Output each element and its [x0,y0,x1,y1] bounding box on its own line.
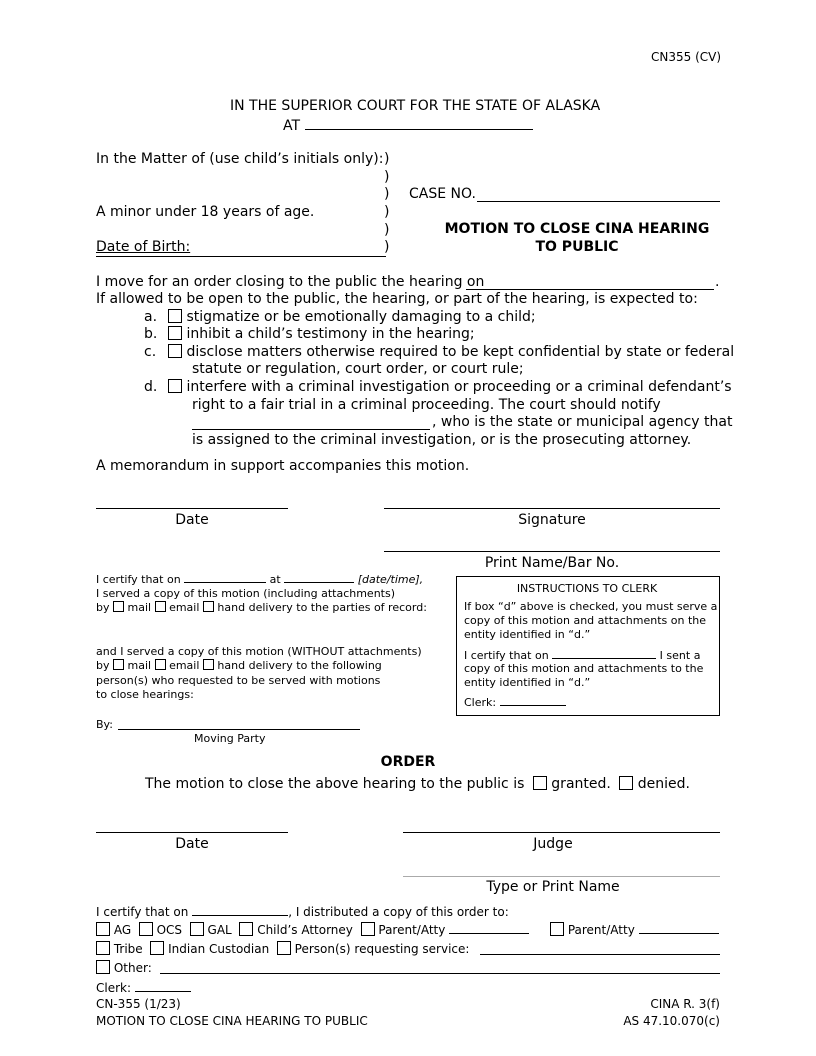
distribution-certify-prefix: I certify that on [96,905,189,919]
service-date-field[interactable] [184,572,266,583]
item-text: disclose matters otherwise required to be kept confidential by state or federal [186,344,735,360]
clerk-sent-text: I sent a [659,649,701,662]
motion-allowed: If allowed to be open to the public, the hearing, or part of the hearing, is expected to: [96,291,698,307]
tribe-label: Tribe [113,942,143,956]
paren: ) [384,151,390,167]
clerk-box-line6: entity identified in “d.” [464,676,591,689]
clerk-certify-prefix: I certify that on [464,649,549,662]
email-label: email [169,601,200,614]
court-location-field[interactable] [305,117,533,130]
item-a [144,309,536,325]
clerk-box-clerk-line [464,695,566,709]
footer-rule: CINA R. 3(f) [650,997,720,1011]
parent-atty-1-field[interactable] [449,922,529,934]
item-d-line3: , who is the state or municipal agency that [432,414,733,430]
hand-delivery-checkbox[interactable] [203,601,214,612]
hearing-date-field[interactable] [466,289,714,290]
other-label: Other: [113,961,152,975]
distribution-clerk-field[interactable] [135,980,191,992]
other-checkbox[interactable] [96,960,110,974]
case-no-label: CASE NO. [409,186,476,202]
judge-name-field[interactable] [403,876,720,877]
email-checkbox[interactable] [155,659,166,670]
childs-attorney-checkbox[interactable] [239,922,253,936]
service-method-row-2 [96,659,382,672]
by-word: by [96,601,110,614]
item-d-checkbox[interactable] [168,379,182,393]
order-text: The motion to close the above hearing to the public is [145,776,525,792]
moving-party-label: Moving Party [194,732,266,745]
item-d-line2: right to a fair trial in a criminal proceeding. The court should notify [192,397,661,413]
service-time-field[interactable] [284,572,354,583]
certify-prefix: I certify that on [96,573,181,586]
served-with-attachments: I served a copy of this motion (including attachments) [96,587,396,600]
item-letter: d. [144,379,158,395]
distribution-row-1 [96,922,529,937]
mail-checkbox[interactable] [113,601,124,612]
order-heading: ORDER [380,754,436,770]
paren: ) [384,169,390,185]
service-certify-line [96,572,423,586]
by-word: by [96,659,110,672]
granted-label: granted. [551,776,611,792]
distribution-clerk-label: Clerk: [96,981,132,995]
item-letter: b. [144,326,158,342]
type-print-name-label: Type or Print Name [486,879,620,895]
paren: ) [384,239,390,255]
paren: ) [384,222,390,238]
paren: ) [384,204,390,220]
ag-checkbox[interactable] [96,922,110,936]
order-text-row [145,776,690,792]
clerk-box-line4 [464,648,700,662]
item-d-line4: is assigned to the criminal investigation, or is the prosecuting attorney. [192,432,692,448]
parent-atty-2-field[interactable] [639,922,719,934]
clerk-box-line5: copy of this motion and attachments to the [464,662,704,675]
at-word: at [269,573,281,586]
signature-field[interactable] [384,508,720,509]
parent-atty-1-checkbox[interactable] [361,922,375,936]
indian-custodian-label: Indian Custodian [168,942,270,956]
email-label: email [169,659,200,672]
distribution-date-field[interactable] [192,904,288,916]
paren: ) [384,186,390,202]
memorandum-text: A memorandum in support accompanies this motion. [96,458,470,474]
service-method-row-1 [96,601,427,614]
mail-label: mail [127,659,152,672]
indian-custodian-checkbox[interactable] [150,941,164,955]
order-date-label: Date [175,836,209,852]
item-c-checkbox[interactable] [168,344,182,358]
hand-delivery-label: hand delivery to the following [217,659,382,672]
clerk-box-line1: If box “d” above is checked, you must serve a [464,600,718,613]
tribe-checkbox[interactable] [96,941,110,955]
motion-date-label: Date [175,512,209,528]
dob-label: Date of Birth: [96,239,191,255]
matter-label: In the Matter of (use child’s initials only): [96,151,384,167]
distribution-row-3 [96,960,152,975]
signature-label: Signature [518,512,586,528]
by-label: By: [96,718,113,731]
clerk-label: Clerk: [464,696,497,709]
item-a-checkbox[interactable] [168,309,182,323]
judge-signature-field[interactable] [403,832,720,833]
distribution-clerk [96,980,191,995]
gal-label: GAL [207,923,232,937]
clerk-box-line2: copy of this motion and attachments on the [464,614,707,627]
item-letter: a. [144,309,158,325]
motion-intro: I move for an order closing to the public the hearing on [96,274,485,290]
at-label: AT [283,118,301,134]
persons-requesting-label: Person(s) requesting service: [294,942,470,956]
motion-date-field[interactable] [96,508,288,509]
motion-title-line2: TO PUBLIC [535,239,619,255]
minor-label: A minor under 18 years of age. [96,204,315,220]
denied-checkbox[interactable] [619,776,633,790]
print-name-field[interactable] [384,551,720,552]
ocs-checkbox[interactable] [139,922,153,936]
parent-atty-2-label: Parent/Atty [567,923,635,937]
email-checkbox[interactable] [155,601,166,612]
clerk-box-title: INSTRUCTIONS TO CLERK [516,582,658,595]
court-heading: IN THE SUPERIOR COURT FOR THE STATE OF ALASKA [230,98,601,114]
granted-checkbox[interactable] [533,776,547,790]
item-b-checkbox[interactable] [168,326,182,340]
clerk-box-line3: entity identified in “d.” [464,628,591,641]
agency-field[interactable] [192,429,430,430]
hand-delivery-checkbox[interactable] [203,659,214,670]
childs-attorney-label: Child’s Attorney [257,923,353,937]
parent-atty-2 [550,922,719,937]
parent-atty-1-label: Parent/Atty [378,923,446,937]
denied-label: denied. [637,776,690,792]
other-field[interactable] [160,973,720,974]
footer-statute: AS 47.10.070(c) [623,1014,720,1028]
item-d [144,379,732,395]
footer-form-code: CN-355 (1/23) [96,997,181,1011]
order-date-field[interactable] [96,832,288,833]
mail-checkbox[interactable] [113,659,124,670]
court-location [283,117,533,134]
footer-form-title: MOTION TO CLOSE CINA HEARING TO PUBLIC [96,1014,368,1028]
persons-line1: person(s) who requested to be served with motions [96,674,381,687]
intro-period: . [715,274,720,290]
dob-field[interactable] [96,256,386,257]
print-name-label: Print Name/Bar No. [484,555,620,571]
item-b [144,326,475,342]
date-time-hint: [date/time], [357,573,424,586]
ag-label: AG [113,923,132,937]
moving-party-signature-field[interactable] [118,729,360,730]
gal-checkbox[interactable] [190,922,204,936]
distribution-suffix: , I distributed a copy of this order to: [288,905,509,919]
judge-label: Judge [533,836,573,852]
dob-row [96,239,190,255]
served-without-attachments: and I served a copy of this motion (WITHOUT attachments) [96,645,422,658]
persons-requesting-checkbox[interactable] [277,941,291,955]
item-c [144,344,734,360]
item-c-line2: statute or regulation, court order, or court rule; [192,361,524,377]
parent-atty-2-checkbox[interactable] [550,922,564,936]
item-text: interfere with a criminal investigation or proceeding or a criminal defendant’s [186,379,732,395]
persons-requesting-field[interactable] [480,954,720,955]
hand-delivery-label: hand delivery to the parties of record: [217,601,427,614]
form-code: CN355 (CV) [651,50,722,64]
clerk-date-field[interactable] [552,648,656,659]
clerk-initials-field[interactable] [500,695,566,706]
item-text: inhibit a child’s testimony in the hearing; [186,326,475,342]
ocs-label: OCS [156,923,183,937]
case-no-field[interactable] [477,201,720,202]
item-text: stigmatize or be emotionally damaging to a child; [186,309,536,325]
motion-title-line1: MOTION TO CLOSE CINA HEARING [444,221,710,237]
distribution-row-2 [96,941,469,956]
mail-label: mail [127,601,152,614]
persons-line2: to close hearings: [96,688,194,701]
item-letter: c. [144,344,157,360]
distribution-certify [96,904,509,919]
